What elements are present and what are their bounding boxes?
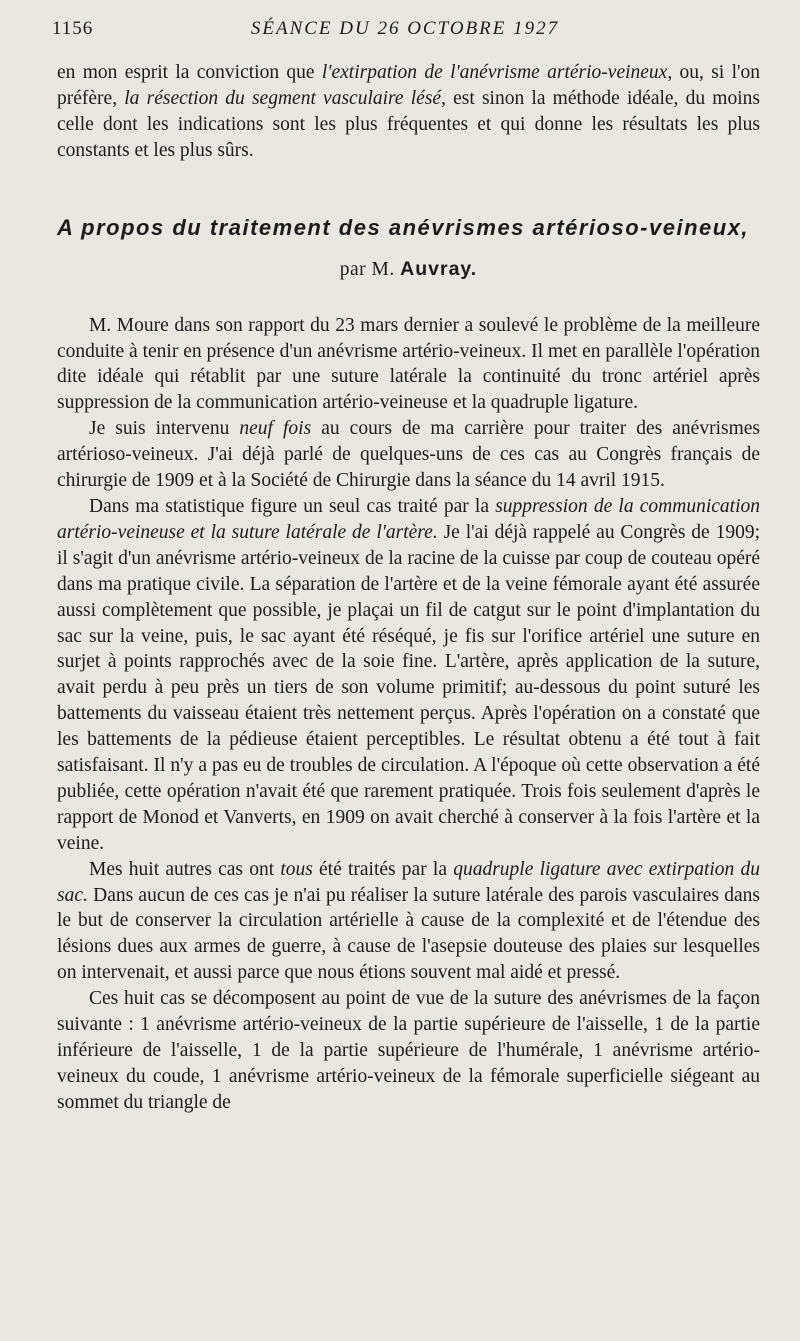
intro-text-1: en mon esprit la conviction que bbox=[57, 62, 322, 83]
p4-italic-2: quadruple ligature avec extirpation du sac. bbox=[57, 858, 760, 906]
intro-text-3: , est sinon la méthode idéale, du moins celle dont les indications sont les plus fréquentes et qui donne les résultats les plus constants et les plus sûrs. bbox=[57, 87, 760, 161]
p4-text-1: Mes huit autres cas ont bbox=[89, 858, 281, 880]
p3-text-2: Je l'ai déjà rappelé au Congrès de 1909; il s'agit d'un anévrisme artério-veineux de la racine de la cuisse par coup de couteau opéré dans ma pratique civile. La séparation de l'artère et de la veine fémorale ayant été assurée aussi complètement que possible, je plaçai un fil de catgut sur le point d'implantation du sac sur la veine, puis, le sac ayant été réséqué, je fis sur l'orifice artériel une suture en surjet à points rapprochés avec de la soie fine. L'artère, après application de la suture, avait perdu à peu près un tiers de son volume primitif; au-dessous du point suturé les battements du vaisseau étaient très nettement perçus. Après l'opération on a constaté que les battements de la pédieuse étaient perceptibles. Le résultat obtenu a été tout à fait satisfaisant. Il n'y a pas eu de troubles de circulation. A l'époque où cette observation a été publiée, cette opération n'avait été que rarement pratiquée. Trois fois seulement d'après le rapport de Monod et Vanverts, en 1909 on avait cherché à conserver à la fois l'artère et la veine. bbox=[57, 521, 760, 854]
p4-text-2: été traités par la bbox=[312, 858, 454, 880]
article-title: A propos du traitement des anévrismes artérioso-veineux, bbox=[57, 214, 750, 240]
byline-prefix: par M. bbox=[339, 258, 395, 280]
running-header bbox=[52, 18, 758, 46]
intro-paragraph bbox=[57, 60, 760, 164]
intro-italic-2: la résection du segment vasculaire lésé bbox=[124, 87, 442, 109]
p2-text-2: au cours de ma carrière pour traiter des anévrismes artérioso-veineux. J'ai déjà parlé de quelques-uns de ces cas au Congrès français de chirurgie de 1909 et à la Société de Chirurgie dans la séance du 14 avril 1915. bbox=[57, 418, 760, 492]
paragraph-5: Ces huit cas se décomposent au point de vue de la suture des anévrismes de la façon suivante : 1 anévrisme artério-veineux de la partie supérieure de l'aisselle, 1 de la partie inférieure de l'aisselle, 1 de la partie supérieure de l'humérale, 1 anévrisme artério-veineux du coude, 1 anévrisme artério-veineux de la fémorale superficielle siégeant au sommet du triangle de bbox=[57, 988, 760, 1113]
running-title: SÉANCE DU 26 OCTOBRE 1927 bbox=[250, 18, 560, 39]
p2-text-1: Je suis intervenu bbox=[89, 418, 240, 440]
paragraph-4 bbox=[57, 857, 760, 987]
intro-text-2: , ou, si l'on préfère, bbox=[57, 62, 761, 109]
p2-italic-1: neuf fois bbox=[239, 418, 312, 440]
p4-italic-1: tous bbox=[280, 858, 313, 880]
paragraph-2 bbox=[57, 416, 760, 494]
page-number: 1156 bbox=[52, 18, 94, 39]
p3-text-1: Dans ma statistique figure un seul cas traité par la bbox=[89, 495, 496, 517]
byline bbox=[57, 256, 760, 283]
paragraph-3 bbox=[57, 494, 760, 857]
p4-text-3: Dans aucun de ces cas je n'ai pu réaliser la suture latérale des parois vasculaires dans le but de conserver la circulation artérielle à cause de la complexité et de l'étendue des lésions dues aux armes de guerre, à cause de l'asepsie douteuse des plaies sur lesquelles on intervenait, et aussi parce que nous étions souvent mal aidé et pressé. bbox=[57, 884, 760, 984]
page-body bbox=[57, 60, 760, 1116]
p3-italic-1: suppression de la communication artério-veineuse et la suture latérale de l'artère. bbox=[57, 495, 761, 543]
intro-italic-1: l'extirpation de l'anévrisme artério-veineux bbox=[321, 62, 668, 83]
author-name: Auvray. bbox=[400, 257, 478, 280]
paragraph-1: M. Moure dans son rapport du 23 mars dernier a soulevé le problème de la meilleure conduite à tenir en présence d'un anévrisme artério-veineux. Il met en parallèle l'opération dite idéale qui rétablit par une suture latérale la continuité du tronc artériel après suppression de la communication artério-veineuse et la quadruple ligature. bbox=[57, 314, 760, 414]
